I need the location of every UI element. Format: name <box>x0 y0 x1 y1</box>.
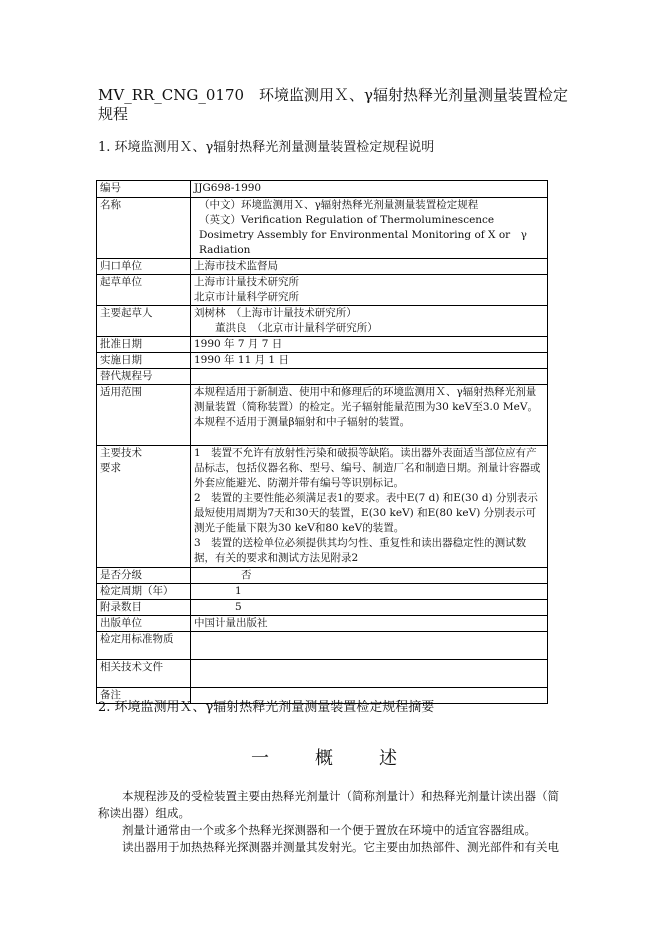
table-row <box>97 616 548 632</box>
row-label: 名称 <box>97 198 191 259</box>
row-value: 1 <box>191 584 548 600</box>
table-row <box>97 660 548 688</box>
row-value: 上海市技术监督局 <box>191 259 548 275</box>
table-row <box>97 198 548 259</box>
table-row <box>97 306 548 337</box>
row-label: 批准日期 <box>97 337 191 353</box>
row-label: 替代规程号 <box>97 369 191 385</box>
paragraph: 本规程涉及的受检装置主要由热释光剂量计（简称剂量计）和热释光剂量计读出器（简称读出器）组成。 <box>98 789 559 820</box>
table-row <box>97 369 548 385</box>
table-row <box>97 446 548 568</box>
row-label: 附录数目 <box>97 600 191 616</box>
table-row <box>97 632 548 660</box>
table-row <box>97 353 548 369</box>
row-value: 5 <box>191 600 548 616</box>
table-row <box>97 584 548 600</box>
row-label: 适用范围 <box>97 385 191 446</box>
row-value: 1990 年 11 月 1 日 <box>191 353 548 369</box>
row-label: 编号 <box>97 181 191 198</box>
table-row <box>97 600 548 616</box>
row-value: 1 装置不允许有放射性污染和破损等缺陷。读出器外表面适当部位应有产品标志，包括仪器名称、型号、编号、制造厂名和制造日期。剂量计容器或外套应能避光、防潮并带有编号等识别标记。 2 装置的主要性能必须满足表1的要求。表中E(7 d) 和E(30 d) 分别表示最短使用周期为7天和30天的装置，E(30 keV) 和E(80 keV) 分别表示可测光子能量下限为30 keV和80 keV的装置。 3 装置的送检单位必须提供其均匀性、重复性和读出器稳定性的测试数据，有关的要求和测试方法见附录2 <box>191 446 548 568</box>
row-label: 主要技术 要求 <box>97 446 191 568</box>
table-row <box>97 337 548 353</box>
row-label: 出版单位 <box>97 616 191 632</box>
row-label: 备注 <box>97 688 191 704</box>
row-label: 相关技术文件 <box>97 660 191 688</box>
regulation-info-table <box>96 180 548 704</box>
paragraph: 剂量计通常由一个或多个热释光探测器和一个便于置放在环境中的适宜容器组成。 <box>122 823 536 837</box>
row-value: 上海市计量技术研究所 北京市计量科学研究所 <box>191 275 548 306</box>
row-value: 否 <box>191 568 548 584</box>
chapter-heading: 一 概 述 <box>251 748 411 769</box>
row-label: 起草单位 <box>97 275 191 306</box>
row-value: （中文）环境监测用Ｘ、γ辐射热释光剂量测量装置检定规程 （英文）Verification Regulation of Thermoluminescence Dosimetry Assembly for Environmental Monitoring of X or γ Radiation <box>191 198 548 259</box>
row-value: JJG698-1990 <box>191 181 548 198</box>
row-value: 刘树林 （上海市计量技术研究所） 董洪良 （北京市计量科学研究所） <box>191 306 548 337</box>
row-label: 检定周期（年） <box>97 584 191 600</box>
paragraph: 读出器用于加热热释光探测器并测量其发射光。它主要由加热部件、测光部件和有关电 <box>122 840 559 854</box>
table-row <box>97 259 548 275</box>
table-row <box>97 275 548 306</box>
table-row <box>97 181 548 198</box>
row-value <box>191 660 548 688</box>
table-row <box>97 568 548 584</box>
row-value: 本规程适用于新制造、使用中和修理后的环境监测用Ｘ、γ辐射热释光剂量测量装置（简称装置）的检定。光子辐射能量范围为30 keV至3.0 MeV。 本规程不适用于测量β辐射和中子辐射的装置。 <box>191 385 548 446</box>
row-label: 归口单位 <box>97 259 191 275</box>
row-value: 1990 年 7 月 7 日 <box>191 337 548 353</box>
row-label: 是否分级 <box>97 568 191 584</box>
document-title: MV_RR_CNG_0170 环境监测用Ｘ、γ辐射热释光剂量测量装置检定规程 <box>98 86 569 123</box>
row-label: 检定用标准物质 <box>97 632 191 660</box>
row-value <box>191 369 548 385</box>
row-value: 中国计量出版社 <box>191 616 548 632</box>
row-value <box>191 632 548 660</box>
row-label: 主要起草人 <box>97 306 191 337</box>
table-row <box>97 385 548 446</box>
row-label: 实施日期 <box>97 353 191 369</box>
section-2-title: 2. 环境监测用Ｘ、γ辐射热释光剂量测量装置检定规程摘要 <box>98 700 435 715</box>
section-1-title: 1. 环境监测用Ｘ、γ辐射热释光剂量测量装置检定规程说明 <box>98 140 435 155</box>
